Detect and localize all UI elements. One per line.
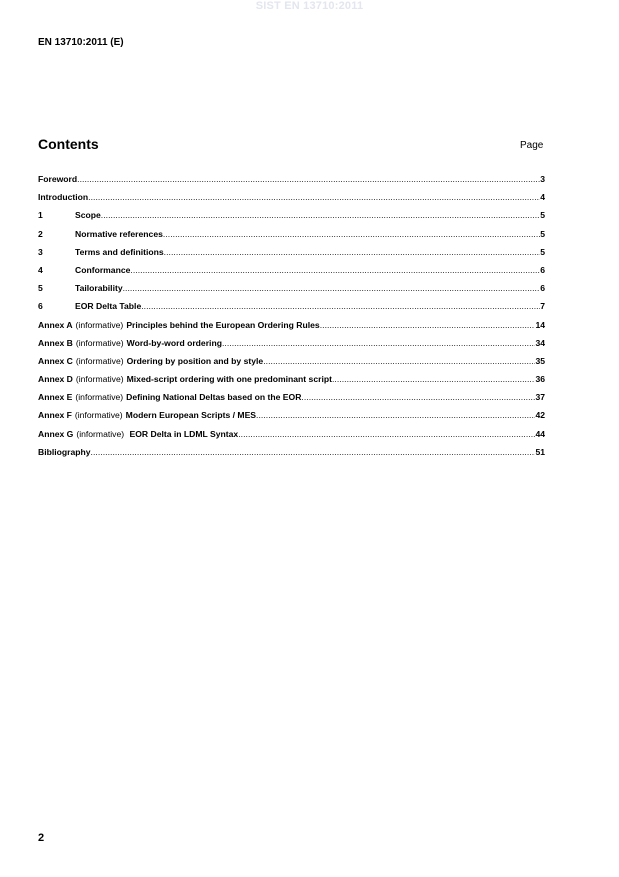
toc-entry-leader-dots xyxy=(320,320,536,330)
toc-entry-title: EOR Delta in LDML Syntax xyxy=(127,428,239,439)
toc-entry-page: 42 xyxy=(535,410,545,421)
toc-entry-title: Introduction xyxy=(38,192,89,203)
toc-entry-leader-dots xyxy=(130,265,540,275)
toc-entry-title: Terms and definitions xyxy=(75,246,164,257)
toc-entry-page: 5 xyxy=(540,210,545,221)
toc-entry-number: 2 xyxy=(38,228,43,239)
toc-entry-page: 34 xyxy=(535,337,545,348)
toc-entry-title: Principles behind the European Ordering Rules xyxy=(126,319,320,330)
toc-entry[interactable] xyxy=(38,265,545,283)
toc-entry-title: Word-by-word ordering xyxy=(126,337,222,348)
toc-entry[interactable] xyxy=(38,192,545,210)
toc-entry-page: 6 xyxy=(540,283,545,294)
toc-entry[interactable] xyxy=(38,210,545,228)
toc-entry-number: 1 xyxy=(38,210,43,221)
toc-entry-title: EOR Delta Table xyxy=(75,301,142,312)
toc-entry-number: 5 xyxy=(38,283,43,294)
toc-entry-annex-label: Annex G xyxy=(38,428,74,439)
page-column-label: Page xyxy=(520,140,544,151)
toc-entry[interactable] xyxy=(38,392,545,410)
toc-entry-page: 37 xyxy=(535,392,545,403)
toc-entry-annex-label: Annex C xyxy=(38,355,73,366)
toc-entry-annex-label: Annex F xyxy=(38,410,72,421)
toc-entry-number: 3 xyxy=(38,246,43,257)
toc-entry-title: Bibliography xyxy=(38,446,91,457)
toc-entry-page: 5 xyxy=(540,228,545,239)
toc-entry-leader-dots xyxy=(163,229,540,239)
toc-entry[interactable] xyxy=(38,247,545,265)
toc-entry-title: Conformance xyxy=(75,264,131,275)
toc-entry-page: 5 xyxy=(540,246,545,257)
toc-entry-page: 3 xyxy=(540,174,545,184)
toc-entry-number: 4 xyxy=(38,264,43,275)
toc-entry-title: Modern European Scripts / MES xyxy=(125,410,257,421)
toc-entry-title: Mixed-script ordering with one predominant script xyxy=(126,374,332,385)
toc-entry-annex-label: Annex B xyxy=(38,337,73,348)
toc-entry-annex-label: Annex E xyxy=(38,392,73,403)
toc-entry-title: Defining National Deltas based on the EOR xyxy=(126,392,302,403)
toc-entry-annex-label: Annex D xyxy=(38,374,73,385)
toc-entry[interactable] xyxy=(38,229,545,247)
toc-entry[interactable] xyxy=(38,283,545,301)
toc-entry[interactable] xyxy=(38,320,545,338)
toc-entry-leader-dots xyxy=(222,338,535,348)
toc-entry-informative-tag: (informative) xyxy=(75,319,124,330)
toc-entry-leader-dots xyxy=(238,429,535,439)
toc-entry[interactable] xyxy=(38,410,545,428)
toc-entry-page: 51 xyxy=(535,446,545,457)
toc-entry-leader-dots xyxy=(332,374,535,384)
toc-entry-annex-label: Annex A xyxy=(38,319,73,330)
toc-entry-leader-dots xyxy=(77,174,540,184)
toc-entry-leader-dots xyxy=(263,356,535,366)
toc-entry-informative-tag: (informative) xyxy=(75,392,124,403)
toc-entry-page: 14 xyxy=(535,319,545,330)
toc-entry-title: Normative references xyxy=(75,228,163,239)
toc-entry-page: 44 xyxy=(535,428,545,439)
toc-entry-informative-tag: (informative) xyxy=(74,410,123,421)
toc-entry[interactable] xyxy=(38,447,545,465)
toc-entry-title: Foreword xyxy=(38,174,78,184)
toc-entry-page: 4 xyxy=(540,192,545,203)
toc-entry[interactable] xyxy=(38,338,545,356)
toc-entry[interactable] xyxy=(38,374,545,392)
table-of-contents xyxy=(38,174,545,465)
toc-entry-informative-tag: (informative) xyxy=(75,374,124,385)
toc-entry-leader-dots xyxy=(141,301,540,311)
toc-entry-leader-dots xyxy=(256,410,535,420)
contents-heading: Contents xyxy=(38,136,99,152)
toc-entry-page: 36 xyxy=(535,374,545,385)
toc-entry-page: 6 xyxy=(540,264,545,275)
toc-entry-page: 35 xyxy=(535,355,545,366)
toc-entry-leader-dots xyxy=(164,247,541,257)
watermark: SIST EN 13710:2011 xyxy=(255,0,364,12)
toc-entry[interactable] xyxy=(38,301,545,319)
toc-entry[interactable] xyxy=(38,356,545,374)
toc-entry-title: Tailorability xyxy=(75,283,123,294)
toc-entry[interactable] xyxy=(38,429,545,447)
toc-entry-leader-dots xyxy=(123,283,541,293)
toc-entry-leader-dots xyxy=(101,210,540,220)
toc-entry-leader-dots xyxy=(88,192,540,202)
toc-entry[interactable] xyxy=(38,174,545,192)
page-number: 2 xyxy=(38,832,45,844)
toc-entry-page: 7 xyxy=(540,301,545,312)
toc-entry-leader-dots xyxy=(301,392,535,402)
toc-entry-number: 6 xyxy=(38,301,43,312)
toc-entry-title: Scope xyxy=(75,210,101,221)
toc-entry-informative-tag: (informative) xyxy=(75,355,124,366)
toc-entry-informative-tag: (informative) xyxy=(75,337,124,348)
toc-entry-informative-tag: (informative) xyxy=(76,428,125,439)
document-id: EN 13710:2011 (E) xyxy=(38,37,124,48)
toc-entry-title: Ordering by position and by style xyxy=(126,355,264,366)
toc-entry-leader-dots xyxy=(91,447,536,457)
